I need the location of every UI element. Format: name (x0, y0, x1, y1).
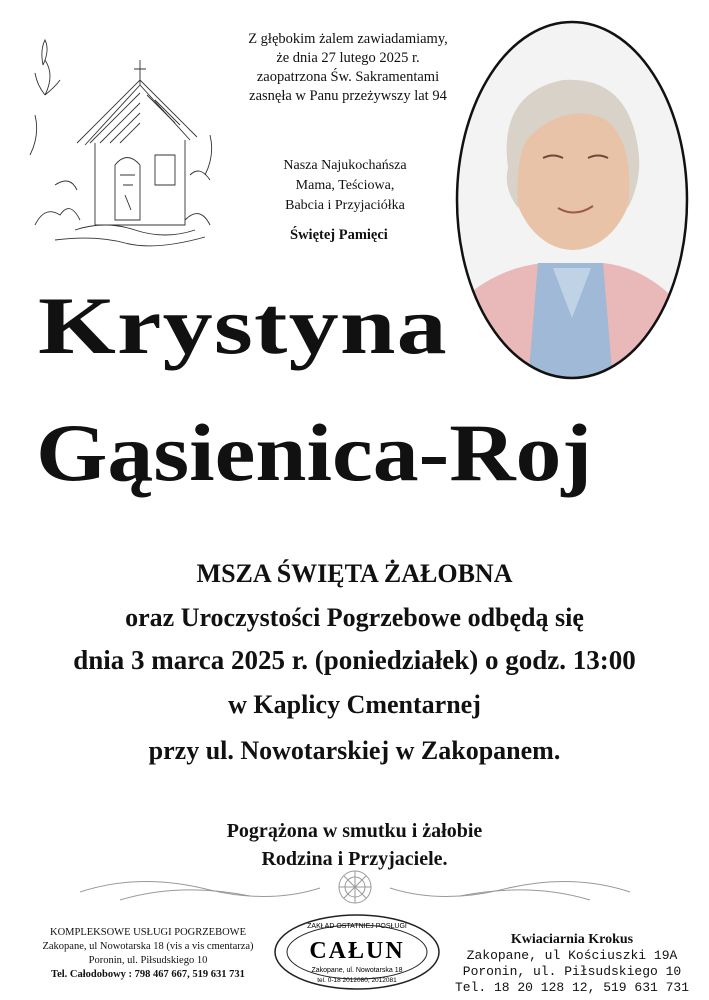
intro-line: zasnęła w Panu przeżywszy lat 94 (249, 88, 447, 104)
florist-address: Poronin, ul. Piłsudskiego 10 (462, 964, 682, 979)
funeral-home-address: Zakopane, ul Nowotarska 18 (vis a vis cmentarza) (42, 941, 254, 952)
grief-line: Rodzina i Przyjaciele. (261, 848, 448, 870)
family-line: Babcia i Przyjaciółka (285, 198, 405, 213)
mass-line: w Kaplicy Cmentarnej (228, 690, 481, 719)
mass-line: oraz Uroczystości Pogrzebowe odbędą się (125, 603, 584, 632)
family-line: Mama, Teściowa, (295, 178, 395, 193)
intro-line: że dnia 27 lutego 2025 r. (276, 50, 420, 66)
florist-info (450, 932, 694, 996)
intro-text (228, 30, 468, 106)
chapel-illustration (15, 25, 225, 255)
seal-address: Zakopane, ul. Nowotarska 18 (311, 967, 403, 974)
funeral-home-title: KOMPLEKSOWE USŁUGI POGRZEBOWE (50, 927, 246, 938)
funeral-home-address: Poronin, ul. Piłsudskiego 10 (88, 955, 208, 966)
funeral-home-phone: Tel. Całodobowy : 798 467 667, 519 631 731 (51, 969, 245, 980)
ornament-divider (80, 862, 630, 912)
mass-line: przy ul. Nowotarskiej w Zakopanem. (148, 736, 561, 765)
family-line: Nasza Najukochańsza (283, 158, 407, 173)
family-text (245, 156, 445, 216)
funeral-home-info (18, 926, 278, 982)
seal-top-text: ZAKŁAD OSTATNIEJ POSŁUGI (307, 923, 407, 930)
calun-seal (272, 912, 442, 992)
portrait-photo (453, 18, 691, 383)
seal-name: CAŁUN (309, 938, 405, 964)
florist-address: Zakopane, ul Kościuszki 19A (466, 948, 678, 963)
mass-line: MSZA ŚWIĘTA ŻAŁOBNA (196, 559, 513, 588)
intro-line: zaopatrzona Św. Sakramentami (256, 69, 440, 85)
memory-label: Świętej Pamięci (290, 227, 388, 243)
seal-phone: tel. 0-18 2012080, 2012081 (317, 977, 397, 984)
florist-title: Kwiaciarnia Krokus (510, 932, 634, 947)
mass-line: dnia 3 marca 2025 r. (poniedziałek) o godz. 13:00 (73, 645, 636, 675)
florist-phone: Tel. 18 20 128 12, 519 631 731 (454, 980, 690, 995)
intro-line: Z głębokim żalem zawiadamiamy, (248, 31, 448, 47)
last-name: Gąsienica-Roj (36, 407, 593, 498)
grief-line: Pogrążona w smutku i żałobie (226, 820, 483, 842)
first-name: Krystyna (38, 280, 448, 371)
